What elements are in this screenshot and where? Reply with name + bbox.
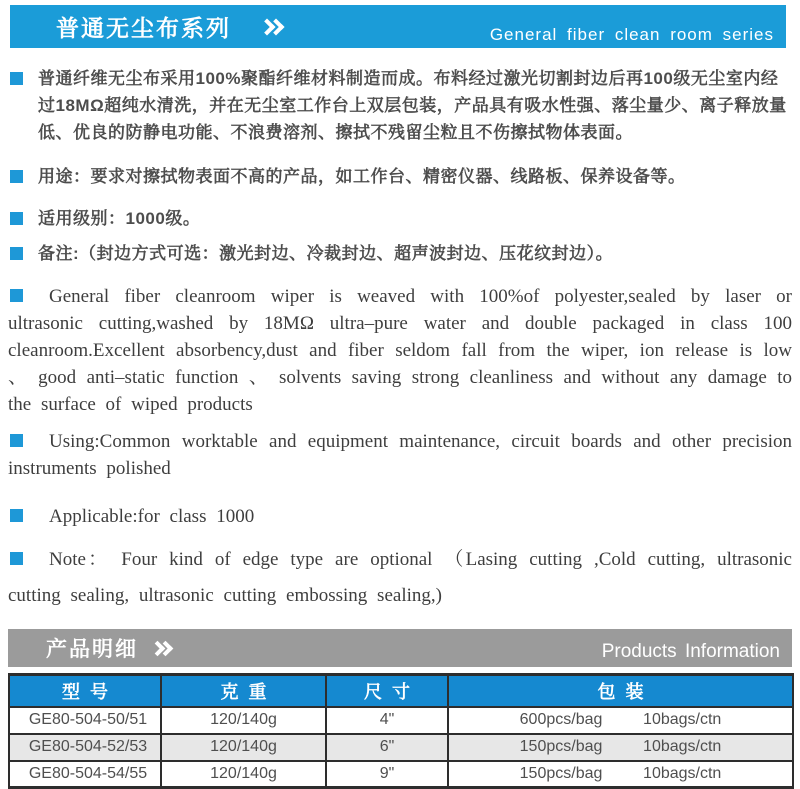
pack-per-ctn: 10bags/ctn bbox=[643, 764, 722, 782]
paragraph-note-zh bbox=[8, 240, 792, 267]
bullet-square-icon bbox=[10, 212, 23, 225]
bullet-square-icon bbox=[10, 72, 23, 85]
double-chevron-right-icon bbox=[261, 21, 282, 33]
pack-per-ctn: 10bags/ctn bbox=[643, 738, 722, 755]
cell-pack bbox=[448, 761, 793, 788]
series-title-banner bbox=[10, 5, 786, 48]
pack-per-ctn: 10bags/ctn bbox=[643, 711, 722, 728]
paragraph-intro-en bbox=[8, 283, 792, 418]
products-table bbox=[8, 673, 794, 789]
pack-per-bag: 150pcs/bag bbox=[519, 764, 603, 782]
paragraph-usage-zh bbox=[8, 163, 792, 190]
paragraph-usage-zh-text: 用途：要求对擦拭物表面不高的产品，如工作台、精密仪器、线路板、保养设备等。 bbox=[38, 167, 686, 186]
paragraph-applicable-en-text: Applicable:for class 1000 bbox=[49, 506, 255, 527]
cell-size: 4" bbox=[326, 707, 448, 734]
bullet-square-icon bbox=[10, 509, 23, 522]
paragraph-intro-zh bbox=[8, 65, 792, 146]
bullet-square-icon bbox=[10, 247, 23, 260]
products-bar-title-en: Products Information bbox=[601, 641, 780, 662]
cell-weight: 120/140g bbox=[161, 734, 326, 761]
table-row bbox=[9, 734, 793, 761]
paragraph-note-zh-text: 备注:（封边方式可选：激光封边、冷裁封边、超声波封边、压花纹封边）。 bbox=[38, 244, 614, 263]
table-header-row bbox=[9, 675, 793, 707]
paragraph-using-en-text: Using:Common worktable and equipment maintenance, circuit boards and other precision instruments polished bbox=[8, 431, 792, 479]
cell-model: GE80-504-52/53 bbox=[9, 734, 161, 761]
column-header-weight: 克 重 bbox=[161, 675, 326, 707]
paragraph-grade-zh bbox=[8, 205, 792, 232]
column-header-model: 型 号 bbox=[9, 675, 161, 707]
double-chevron-right-icon bbox=[152, 643, 171, 654]
table-row bbox=[9, 707, 793, 734]
cell-size: 9" bbox=[326, 761, 448, 788]
table-row bbox=[9, 761, 793, 788]
paragraph-applicable-en bbox=[8, 503, 792, 530]
column-header-pack: 包 装 bbox=[448, 675, 793, 707]
cell-weight: 120/140g bbox=[161, 761, 326, 788]
description-section bbox=[8, 48, 792, 789]
cell-pack bbox=[448, 707, 793, 734]
bullet-square-icon bbox=[10, 289, 23, 302]
cell-weight: 120/140g bbox=[161, 707, 326, 734]
cell-pack bbox=[448, 734, 793, 761]
paragraph-intro-zh-text: 普通纤维无尘布采用100%聚酯纤维材料制造而成。布料经过激光切割封边后再100级无尘室内经过18MΩ超纯水清洗，并在无尘室工作台上双层包装，产品具有吸水性强、落尘量少、离子释放量低、优良的防静电功能、不浪费溶剂、擦拭不残留尘粒且不伤擦拭物体表面。 bbox=[38, 69, 787, 142]
products-bar-title-zh: 产品明细 bbox=[46, 638, 138, 661]
paragraph-using-en bbox=[8, 428, 792, 482]
cell-model: GE80-504-54/55 bbox=[9, 761, 161, 788]
paragraph-grade-zh-text: 适用级别：1000级。 bbox=[38, 209, 201, 228]
pack-per-bag: 600pcs/bag bbox=[519, 711, 603, 728]
products-info-bar bbox=[8, 629, 792, 667]
cell-size: 6" bbox=[326, 734, 448, 761]
paragraph-note-en-text: Note： Four kind of edge type are optional （Lasing cutting ,Cold cutting, ultrasonic cutting sealing, ultrasonic cutting embossing sealing,) bbox=[8, 549, 792, 606]
pack-per-bag: 150pcs/bag bbox=[519, 738, 603, 755]
bullet-square-icon bbox=[10, 552, 23, 565]
bullet-square-icon bbox=[10, 170, 23, 183]
paragraph-note-en bbox=[8, 542, 792, 614]
series-title-zh: 普通无尘布系列 bbox=[56, 15, 231, 41]
series-title-en: General fiber clean room series bbox=[489, 25, 774, 44]
bullet-square-icon bbox=[10, 434, 23, 447]
column-header-size: 尺 寸 bbox=[326, 675, 448, 707]
cell-model: GE80-504-50/51 bbox=[9, 707, 161, 734]
paragraph-intro-en-text: General fiber cleanroom wiper is weaved with 100%of polyester,sealed by laser or ultrasonic cutting,washed by 18MΩ ultra–pure water and double packaged in class 100 cleanroom.Excellent absorbency,dust and fiber seldom fall from the wiper, ion release is low 、 good anti–static function 、 solvents saving strong cleanliness and without any damage to the surface of wiped products bbox=[8, 286, 792, 415]
